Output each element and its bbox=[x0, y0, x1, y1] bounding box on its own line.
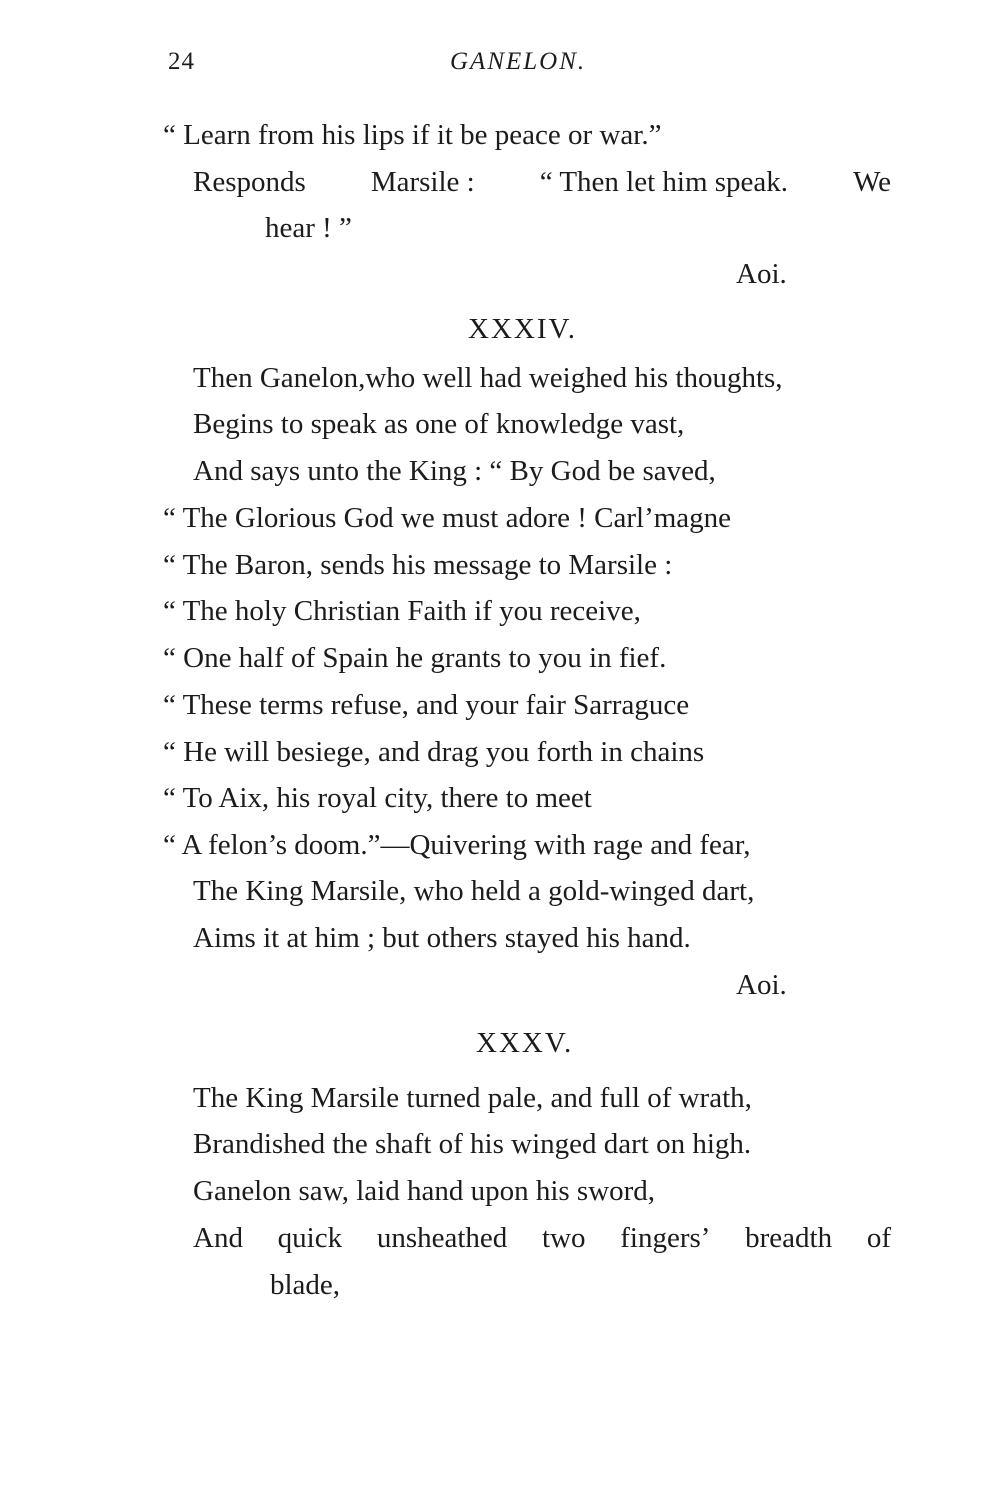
verse-line: The King Marsile, who held a gold-winged dart, bbox=[193, 875, 755, 907]
verse-word: quick bbox=[277, 1222, 343, 1254]
verse-line: “ The Glorious God we must adore ! Carl’magne bbox=[163, 502, 732, 534]
verse-word: unsheathed bbox=[376, 1222, 508, 1254]
page-number: 24 bbox=[168, 48, 195, 75]
verse-word: of bbox=[866, 1222, 891, 1254]
verse-line: And says unto the King : “ By God be saved, bbox=[193, 455, 716, 487]
verse-word: two bbox=[542, 1222, 586, 1254]
verse-word: And bbox=[193, 1222, 243, 1254]
verse-fragment: Marsile : bbox=[370, 166, 475, 198]
refrain-aoi: Aoi. bbox=[736, 258, 787, 290]
verse-line: “ The Baron, sends his message to Marsile : bbox=[163, 549, 673, 581]
verse-line: Then Ganelon,who well had weighed his thoughts, bbox=[193, 362, 783, 394]
verse-word: breadth bbox=[745, 1222, 833, 1254]
verse-line: “ Learn from his lips if it be peace or war.” bbox=[163, 119, 662, 151]
verse-line: “ The holy Christian Faith if you receive, bbox=[163, 595, 641, 627]
running-title: GANELON. bbox=[450, 48, 587, 75]
verse-line: Brandished the shaft of his winged dart on high. bbox=[193, 1128, 752, 1160]
stanza-heading: XXXIV. bbox=[468, 313, 577, 345]
refrain-aoi: Aoi. bbox=[736, 969, 787, 1001]
verse-line bbox=[193, 165, 891, 199]
verse-line-continuation: hear ! ” bbox=[265, 212, 352, 244]
verse-fragment: Responds bbox=[193, 166, 306, 198]
verse-line: The King Marsile turned pale, and full of wrath, bbox=[193, 1082, 752, 1114]
verse-line: Begins to speak as one of knowledge vast, bbox=[193, 408, 685, 440]
verse-line: “ He will besiege, and drag you forth in chains bbox=[163, 736, 705, 768]
verse-fragment: “ Then let him speak. bbox=[539, 166, 789, 198]
stanza-heading: XXXV. bbox=[476, 1027, 574, 1059]
verse-line: Aims it at him ; but others stayed his hand. bbox=[193, 922, 691, 954]
verse-fragment: We bbox=[853, 166, 891, 198]
verse-line bbox=[193, 1221, 891, 1255]
verse-line-continuation: blade, bbox=[270, 1269, 341, 1301]
verse-line: “ One half of Spain he grants to you in fief. bbox=[163, 642, 667, 674]
verse-line: Ganelon saw, laid hand upon his sword, bbox=[193, 1175, 656, 1207]
verse-line: “ These terms refuse, and your fair Sarraguce bbox=[163, 689, 690, 721]
verse-word: fingers’ bbox=[620, 1222, 711, 1254]
verse-line: “ A felon’s doom.”—Quivering with rage and fear, bbox=[163, 829, 751, 861]
verse-line: “ To Aix, his royal city, there to meet bbox=[163, 782, 592, 814]
